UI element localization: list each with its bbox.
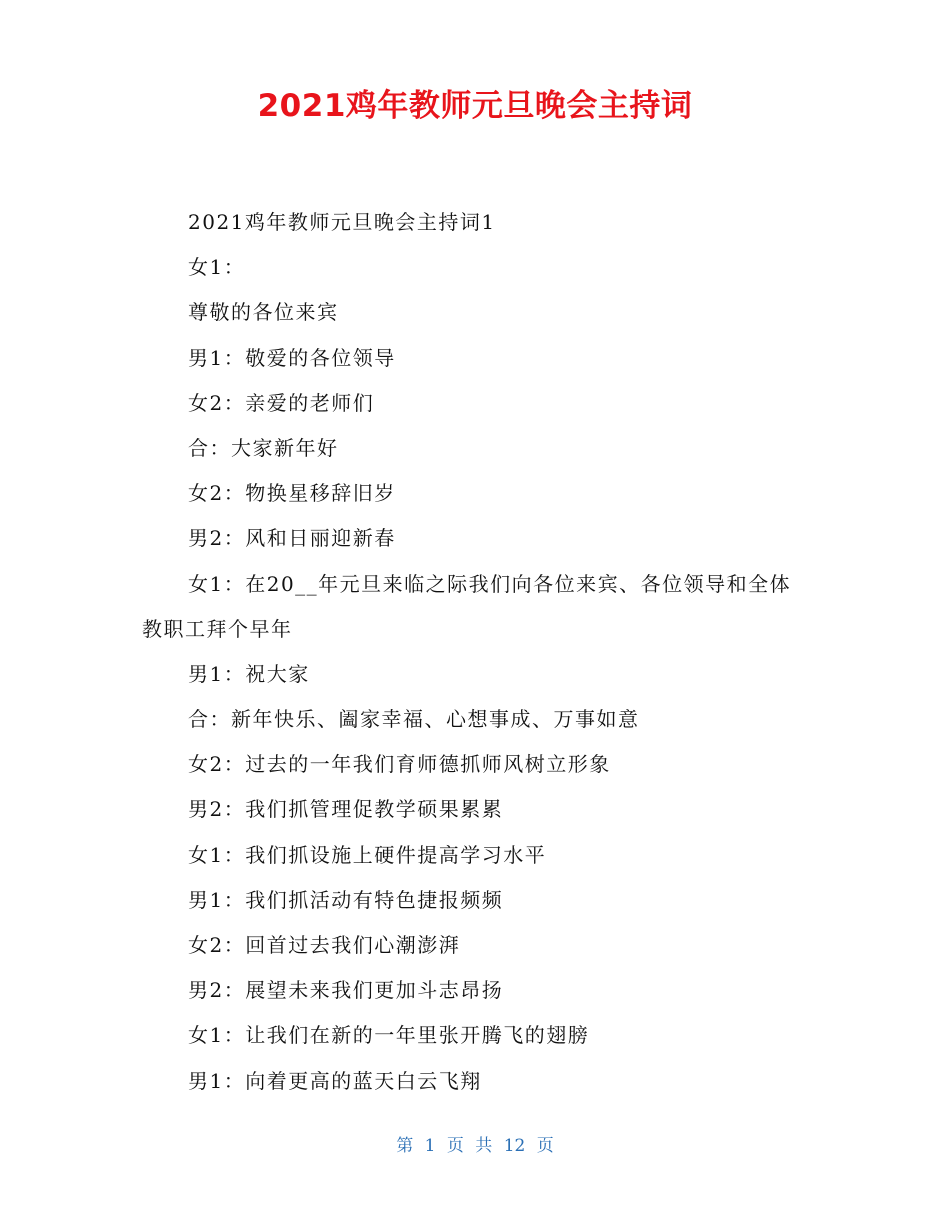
paragraph: 女1：让我们在新的一年里张开腾飞的翅膀 [188, 1023, 590, 1048]
paragraph: 男2：风和日丽迎新春 [188, 526, 396, 551]
paragraph: 女2：过去的一年我们育师德抓师风树立形象 [188, 752, 611, 777]
paragraph: 男1：向着更高的蓝天白云飞翔 [188, 1068, 482, 1093]
paragraph: 男2：展望未来我们更加斗志昂扬 [188, 978, 504, 1003]
document-title: 2021鸡年教师元旦晚会主持词 [257, 88, 693, 124]
paragraph: 合：新年快乐、阖家幸福、心想事成、万事如意 [188, 707, 640, 732]
paragraph: 女1：我们抓设施上硬件提高学习水平 [188, 842, 547, 867]
paragraph: 女1：在20__年元旦来临之际我们向各位来宾、各位领导和全体教职工拜个早年 [142, 571, 792, 641]
paragraph: 2021鸡年教师元旦晚会主持词1 [188, 210, 496, 234]
document-body [142, 200, 802, 1104]
page-footer: 第 1 页 共 12 页 [396, 1136, 554, 1156]
paragraph: 女2：亲爱的老师们 [188, 390, 375, 415]
paragraph: 男1：敬爱的各位领导 [188, 345, 396, 370]
paragraph: 男1：祝大家 [188, 661, 310, 686]
paragraph: 女2：回首过去我们心潮澎湃 [188, 933, 461, 958]
paragraph: 女1： [188, 255, 246, 280]
paragraph: 男2：我们抓管理促教学硕果累累 [188, 797, 504, 822]
paragraph: 女2：物换星移辞旧岁 [188, 481, 396, 506]
paragraph: 合：大家新年好 [188, 435, 339, 460]
paragraph: 尊敬的各位来宾 [188, 300, 339, 325]
paragraph: 男1：我们抓活动有特色捷报频频 [188, 887, 504, 912]
